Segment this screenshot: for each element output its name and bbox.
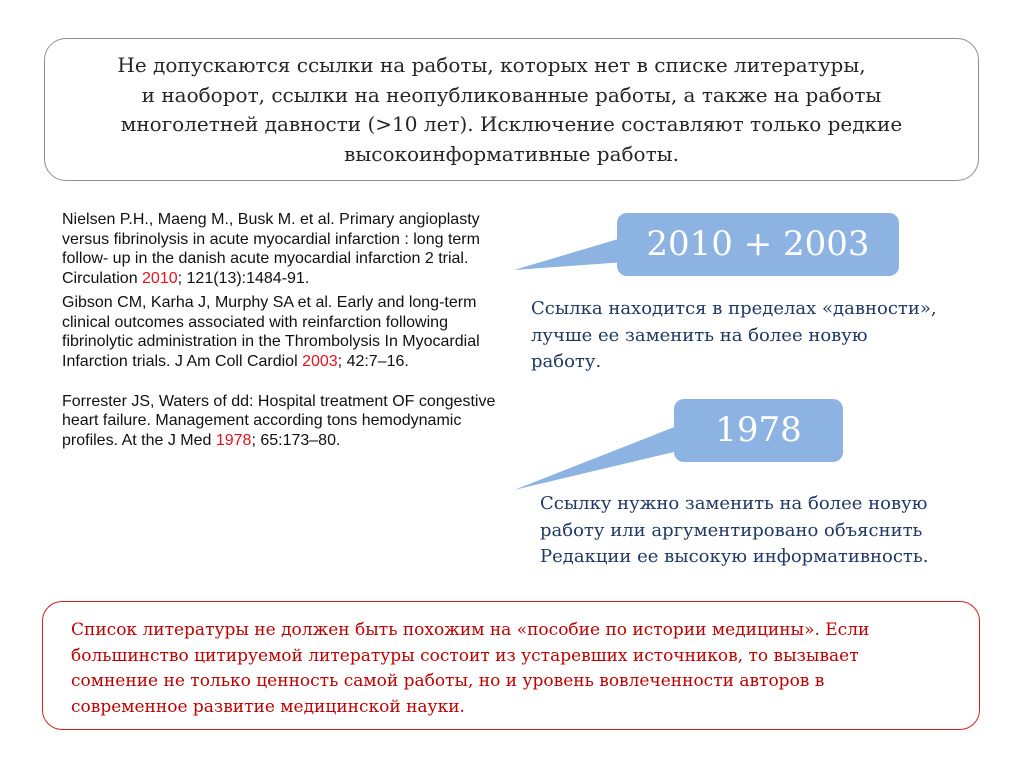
reference-text: ; 65:173–80. — [251, 432, 341, 450]
year-callout: 1978 — [674, 399, 843, 462]
reference-text: Forrester JS, Waters of dd: Hospital treatment OF congestive heart failure. Management according tons hemodynamic profiles. At the J Med — [62, 392, 496, 450]
callout-note-line: Редакции ее высокую информативность. — [540, 546, 929, 567]
rule-box — [44, 38, 979, 181]
callout-note-line: работу. — [531, 351, 602, 372]
year-callout: 2010 + 2003 — [617, 213, 899, 276]
rule-text-line: Не допускаются ссылки на работы, которых нет в списке литературы, — [117, 53, 866, 77]
reference-item — [62, 210, 502, 289]
callout-note — [540, 491, 1000, 571]
reference-year: 2010 — [142, 270, 178, 288]
reference-item — [62, 293, 502, 372]
rule-text-line: высокоинформативные работы. — [344, 141, 679, 166]
callout-pointer — [514, 237, 625, 270]
callout-note-line: работу или аргументировано объяснить — [540, 519, 923, 541]
reference-text: Gibson CM, Karha J, Murphy SA et al. Early and long-term clinical outcomes associated with reinfarction following fibrinolytic administration in the Thrombolysis In Myocardial Infarction trials. J Am Coll Cardiol — [62, 293, 480, 370]
reference-list — [62, 210, 502, 451]
warning-text-line: Список литературы не должен быть похожим на «пособие по истории медицины». Если — [71, 620, 870, 640]
callout-note — [531, 296, 991, 376]
warning-box — [42, 601, 980, 730]
rule-text-line: многолетней давности (>10 лет). Исключение составляют только редкие — [120, 112, 903, 136]
callout-note-line: Ссылку нужно заменить на более новую — [540, 493, 928, 514]
callout-note-line: лучше ее заменить на более новую — [531, 324, 868, 346]
reference-year: 1978 — [215, 432, 252, 450]
warning-text-line: сомнение не только ценность самой работы, но и уровень вовлеченности авторов в — [71, 671, 825, 691]
callout-note-line: Ссылка находится в пределах «давности», — [531, 298, 937, 319]
callout-pointer — [514, 424, 682, 490]
warning-text-line: современное развитие медицинской науки. — [71, 696, 465, 717]
reference-text: Nielsen P.H., Maeng M., Busk M. et al. Primary angioplasty versus fibrinolysis in acute myocardial infarction : long term follow- up in the danish acute myocardial infarction 2 trial. Circulation — [62, 211, 480, 288]
rule-text-line: и наоборот, ссылки на неопубликованные работы, а также на работы — [141, 82, 882, 107]
reference-text: ; 121(13):1484-91. — [177, 270, 310, 288]
reference-text: ; 42:7–16. — [337, 352, 409, 370]
reference-year: 2003 — [302, 352, 338, 370]
reference-item — [62, 392, 502, 451]
warning-text-line: большинство цитируемой литературы состоит из устаревших источников, то вызывает — [71, 645, 859, 666]
